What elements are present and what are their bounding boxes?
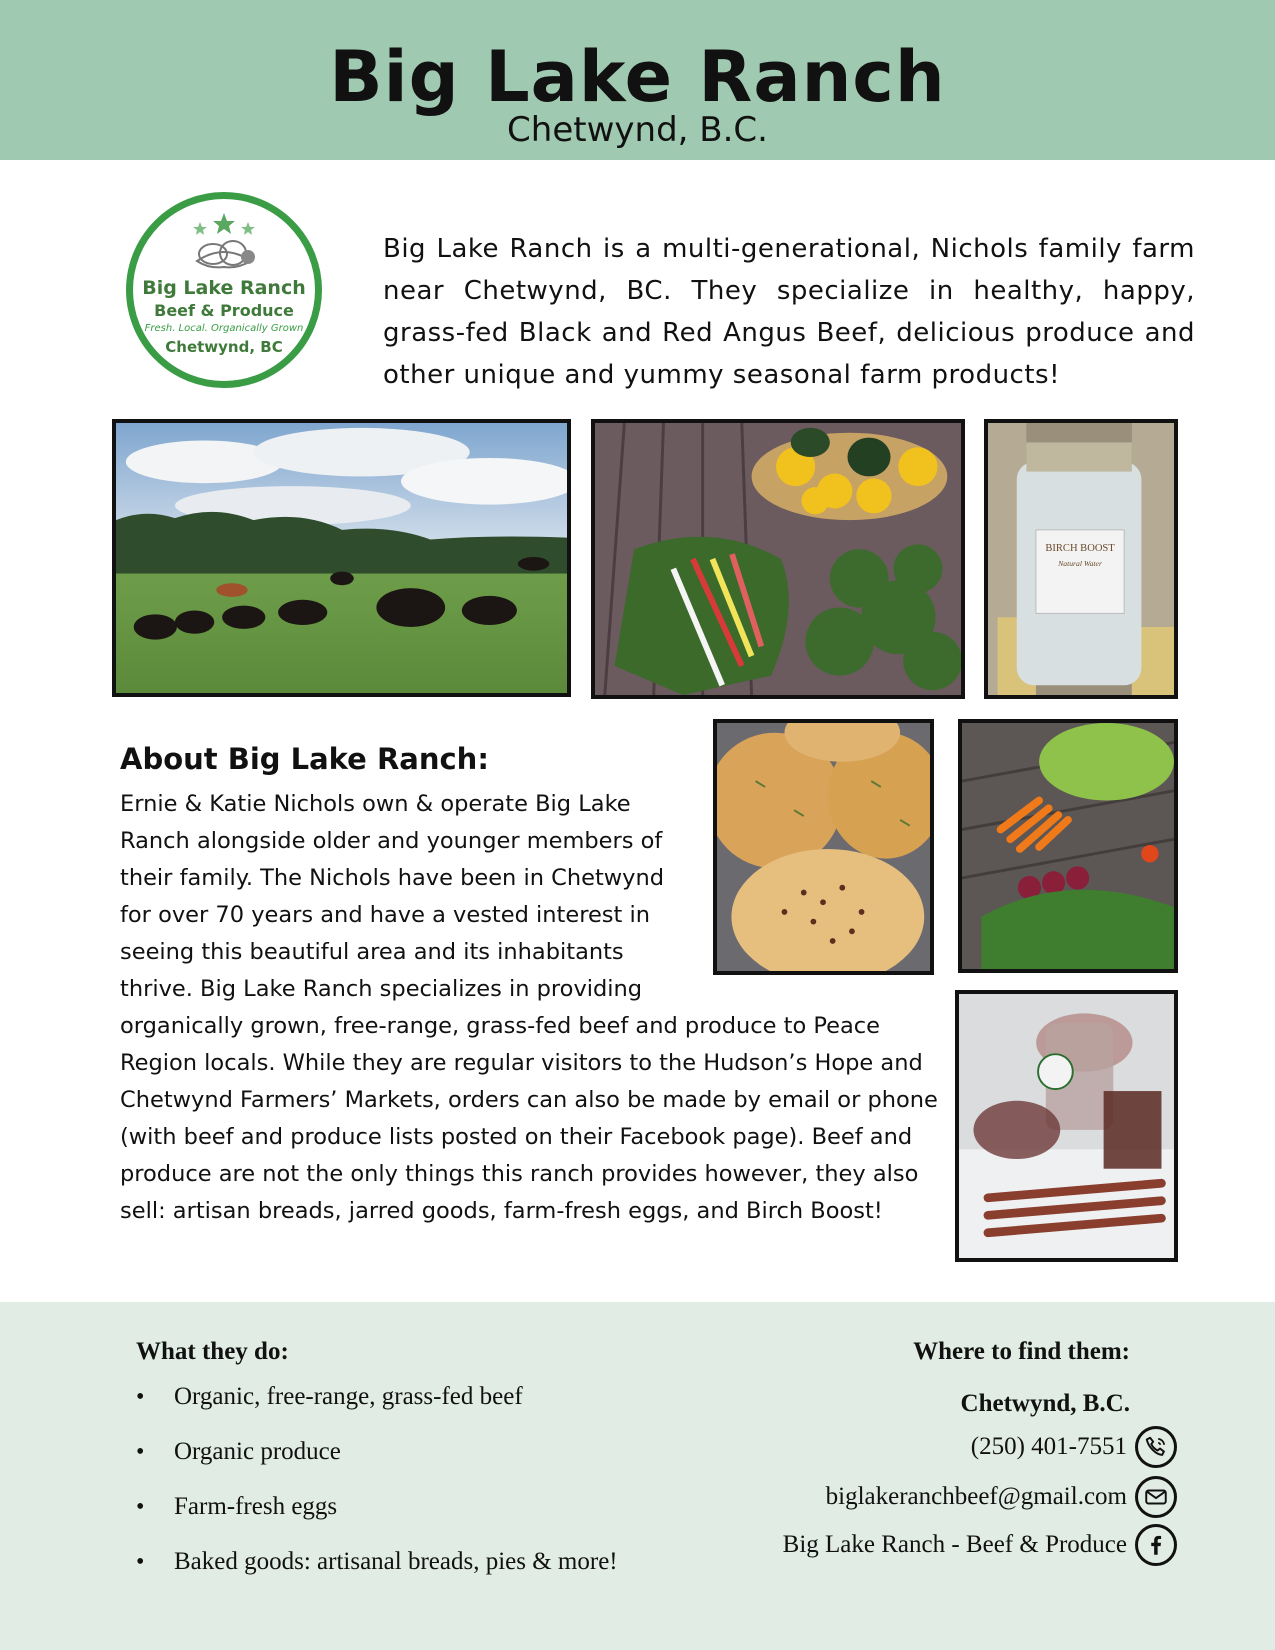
list-item: • Farm-fresh eggs — [136, 1492, 618, 1547]
breads-photo — [713, 719, 934, 975]
what-they-do-heading: What they do: — [136, 1338, 289, 1365]
logo-line-1: Big Lake Ranch — [142, 277, 306, 299]
where-to-find-heading: Where to find them: — [913, 1338, 1130, 1365]
list-item: • Baked goods: artisanal breads, pies & more! — [136, 1547, 618, 1602]
header-banner — [0, 0, 1275, 160]
jar-label-title: BIRCH BOOST — [1045, 543, 1115, 555]
carrots-beets-photo — [958, 719, 1178, 973]
email-icon — [1135, 1476, 1177, 1518]
list-item: • Organic, free-range, grass-fed beef — [136, 1382, 618, 1437]
ranch-logo — [126, 192, 322, 388]
contact-email[interactable] — [826, 1476, 1177, 1518]
contact-phone[interactable] — [971, 1426, 1177, 1468]
about-heading: About Big Lake Ranch: — [120, 742, 489, 776]
page-subtitle: Chetwynd, B.C. — [507, 110, 768, 150]
contact-facebook[interactable] — [783, 1524, 1177, 1566]
about-paragraph-part1: Ernie & Katie Nichols own & operate Big Lake Ranch alongside older and younger members of their family. The Nichols have been in Chetwynd for over 70 years and have a vested interest in seeing this beautiful area and its inhabitants thrive. Big Lake Ranch specializes in providing — [120, 791, 665, 1002]
logo-line-2: Beef & Produce — [154, 301, 294, 320]
email-address[interactable]: biglakeranchbeef@gmail.com — [825, 1483, 1127, 1510]
birch-boost-jar-photo — [984, 419, 1178, 699]
footer-info — [0, 1302, 1275, 1650]
phone-icon — [1135, 1426, 1177, 1468]
cattle-field-photo — [112, 419, 571, 697]
contact-city: Chetwynd, B.C. — [960, 1390, 1130, 1417]
about-paragraph-part2: organically grown, free-range, grass-fed beef and produce to Peace Region locals. While they are regular visitors to the Hudson’s Hope and Chetwynd Farmers’ Markets, orders can also be made by email or phone (with beef and produce lists posted on their Facebook page). Beef and produce are not the only things this ranch provides however, they also sell: artisan breads, jarred goods, farm-fresh eggs, and Birch Boost! — [120, 1013, 938, 1224]
facebook-icon — [1135, 1524, 1177, 1566]
phone-number[interactable]: (250) 401-7551 — [970, 1433, 1127, 1460]
services-list — [136, 1382, 618, 1602]
page-title: Big Lake Ranch — [329, 36, 946, 118]
packaged-beef-photo — [955, 990, 1178, 1262]
logo-line-3: Fresh. Local. Organically Grown — [144, 323, 304, 334]
facebook-page-name[interactable]: Big Lake Ranch - Beef & Produce — [782, 1531, 1127, 1558]
logo-line-4: Chetwynd, BC — [165, 338, 283, 356]
list-item: • Organic produce — [136, 1437, 618, 1492]
intro-paragraph: Big Lake Ranch is a multi-generational, Nichols family farm near Chetwynd, BC. They specialize in healthy, happy, grass-fed Black and Red Angus Beef, delicious produce and other unique and yummy seasonal farm products! — [383, 234, 1195, 390]
vegetables-photo — [591, 419, 965, 699]
jar-label-subtitle: Natural Water — [1058, 558, 1102, 568]
